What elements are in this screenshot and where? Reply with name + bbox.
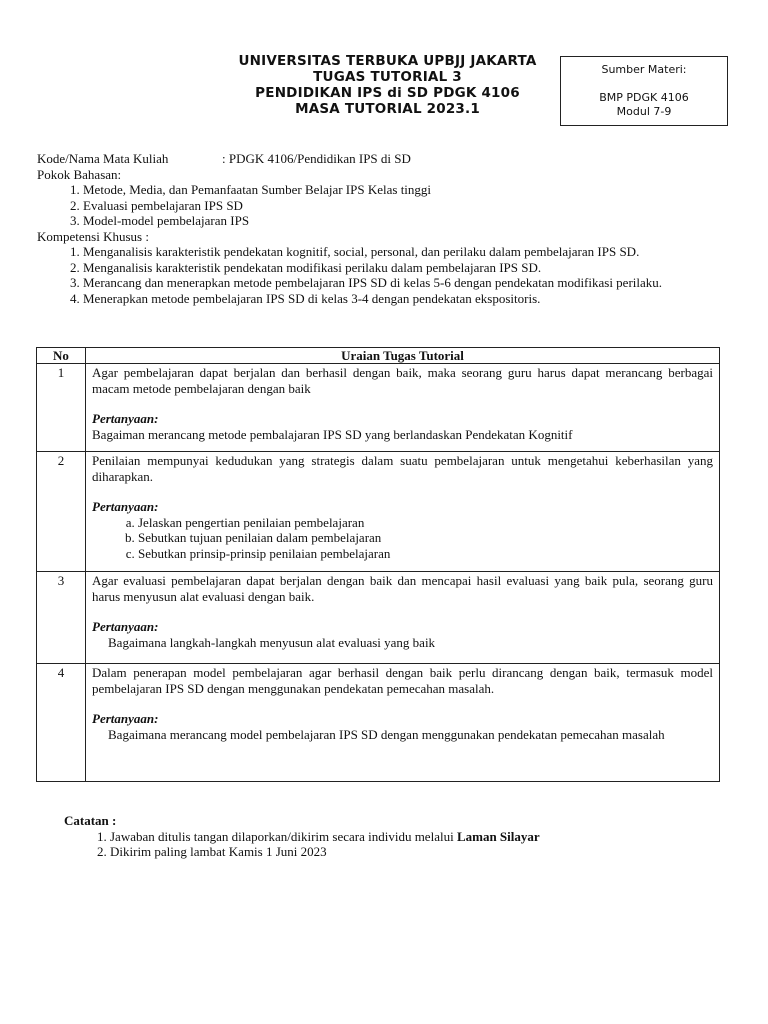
- competency-label: Kompetensi Khusus :: [37, 228, 149, 244]
- note-item: [110, 829, 540, 845]
- question-item: c. Sebutkan prinsip-prinsip penilaian pembelajaran: [138, 546, 713, 562]
- source-label: Sumber Materi:: [601, 63, 687, 76]
- question-item: a. Jelaskan pengertian penilaian pembelajaran: [138, 515, 713, 531]
- source-references: [561, 91, 727, 119]
- task-text: Agar evaluasi pembelajaran dapat berjalan dengan baik dan mencapai hasil evaluasi yang baik pula, seorang guru harus menyusun alat evaluasi dengan baik.: [92, 573, 713, 604]
- competency-list: [37, 244, 727, 306]
- header-course: PENDIDIKAN IPS di SD PDGK 4106: [255, 85, 520, 101]
- task-text: Penilaian mempunyai kedudukan yang strategis dalam suatu pembelajaran untuk mengetahui keberhasilan yang diharapkan.: [92, 453, 713, 484]
- course-info: [37, 151, 727, 306]
- task-table: [36, 347, 720, 782]
- competency-item: 4. Menerapkan metode pembelajaran IPS SD di kelas 3-4 dengan pendekatan ekspositoris.: [83, 291, 727, 307]
- task-text: Dalam penerapan model pembelajaran agar berhasil dengan baik perlu dirancang dengan baik, termasuk model pembelajaran IPS SD dengan menggunakan pendekatan pemecahan masalah.: [92, 665, 713, 696]
- row-number: 4: [37, 664, 86, 782]
- question-item: b. Sebutkan tujuan penilaian dalam pembelajaran: [138, 530, 713, 546]
- task-cell: [86, 364, 720, 452]
- task-cell: [86, 572, 720, 664]
- note-emphasis: Laman Silayar: [456, 828, 540, 844]
- column-header-task: Uraian Tugas Tutorial: [86, 348, 720, 364]
- row-number: 1: [37, 364, 86, 452]
- notes-section: [64, 813, 540, 860]
- task-cell: [86, 452, 720, 572]
- course-key: Kode/Nama Mata Kuliah: [37, 151, 169, 166]
- row-number: 3: [37, 572, 86, 664]
- table-row: [37, 572, 720, 664]
- notes-title: Catatan :: [64, 813, 117, 828]
- column-header-no: No: [37, 348, 86, 364]
- course-value: : PDGK 4106/Pendidikan IPS di SD: [222, 151, 411, 166]
- task-text: Agar pembelajaran dapat berjalan dan berhasil dengan baik, maka seorang guru harus dapat merancang berbagai macam metode pembelajaran dengan baik: [92, 365, 713, 396]
- competency-item: 2. Menganalisis karakteristik pendekatan modifikasi perilaku dalam pembelajaran IPS SD.: [83, 260, 727, 276]
- topics-list: [37, 182, 727, 229]
- question-sublist: [92, 515, 713, 562]
- question-text: Bagaimana merancang model pembelajaran IPS SD dengan menggunakan pendekatan pemecahan masalah: [108, 726, 665, 742]
- question-label: Pertanyaan:: [92, 411, 159, 426]
- task-cell: [86, 664, 720, 782]
- topic-item: 3. Model-model pembelajaran IPS: [83, 213, 727, 229]
- notes-list: [64, 829, 540, 860]
- topics-label: Pokok Bahasan:: [37, 166, 122, 182]
- note-item: 2. Dikirim paling lambat Kamis 1 Juni 2023: [110, 844, 540, 860]
- competency-item: 1. Menganalisis karakteristik pendekatan kognitif, social, personal, dan perilaku dalam pembelajaran IPS SD.: [83, 244, 727, 260]
- header-period: MASA TUTORIAL 2023.1: [295, 101, 480, 117]
- question-label: Pertanyaan:: [92, 711, 159, 726]
- table-row: [37, 664, 720, 782]
- table-row: [37, 452, 720, 572]
- topic-item: 1. Metode, Media, dan Pemanfaatan Sumber Belajar IPS Kelas tinggi: [83, 182, 727, 198]
- question-label: Pertanyaan:: [92, 499, 159, 514]
- row-number: 2: [37, 452, 86, 572]
- competency-item: 3. Merancang dan menerapkan metode pembelajaran IPS SD di kelas 5-6 dengan pendekatan modifikasi perilaku.: [83, 275, 727, 291]
- table-header-row: [37, 348, 720, 364]
- question-label: Pertanyaan:: [92, 619, 159, 634]
- header-assignment: TUGAS TUTORIAL 3: [313, 69, 462, 85]
- table-row: [37, 364, 720, 452]
- source-material-box: [560, 56, 728, 126]
- source-ref-module: Modul 7-9: [616, 105, 672, 118]
- source-ref-book: BMP PDGK 4106: [599, 91, 689, 104]
- topic-item: 2. Evaluasi pembelajaran IPS SD: [83, 198, 727, 214]
- course-row: [37, 151, 727, 167]
- header-university: UNIVERSITAS TERBUKA UPBJJ JAKARTA: [238, 53, 537, 69]
- question-text: Bagaiman merancang metode pembalajaran IPS SD yang berlandaskan Pendekatan Kognitif: [92, 426, 573, 442]
- question-text: Bagaimana langkah-langkah menyusun alat evaluasi yang baik: [108, 634, 436, 650]
- note-text: Jawaban ditulis tangan dilaporkan/dikirim secara individu melalui: [110, 828, 457, 844]
- document-header: [210, 53, 565, 117]
